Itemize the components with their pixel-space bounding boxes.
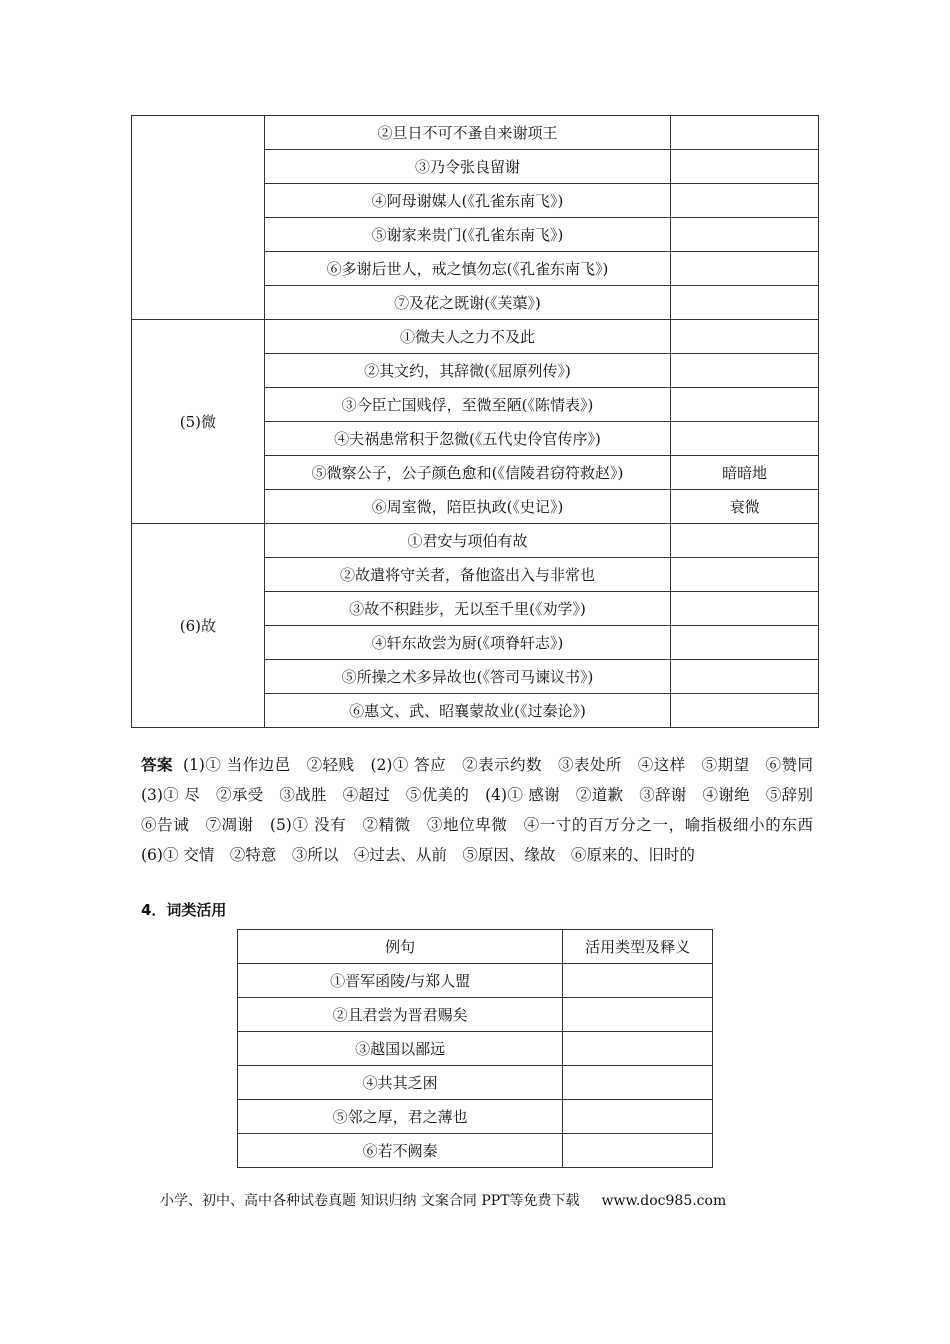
table-row — [238, 998, 713, 1032]
sentence-cell: ②其文约，其辞微(《屈原列传》) — [264, 354, 670, 388]
sentence-cell: ⑥多谢后世人，戒之慎勿忘(《孔雀东南飞》) — [264, 252, 670, 286]
sentence-cell: ⑤邻之厚，君之薄也 — [238, 1100, 563, 1134]
sentence-cell: ①微夫人之力不及此 — [264, 320, 670, 354]
table-row — [238, 964, 713, 998]
sentence-cell: ②且君尝为晋君赐矣 — [238, 998, 563, 1032]
section-heading: 4．词类活用 — [141, 901, 227, 919]
meaning-cell — [563, 964, 713, 998]
word-cell: (5)微 — [132, 320, 265, 524]
sentence-cell: ①晋军函陵/与郑人盟 — [238, 964, 563, 998]
meaning-cell — [671, 626, 819, 660]
sentence-cell: ⑤所操之术多异故也(《答司马谏议书》) — [264, 660, 670, 694]
meaning-cell — [671, 388, 819, 422]
word-class-table — [237, 929, 713, 1168]
meaning-cell — [671, 660, 819, 694]
sentence-cell: ③乃令张良留谢 — [264, 150, 670, 184]
sentence-cell: ③越国以鄙远 — [238, 1032, 563, 1066]
sentence-cell: ⑥若不阙秦 — [238, 1134, 563, 1168]
meaning-cell — [563, 998, 713, 1032]
answer-label: 答案 — [141, 756, 173, 774]
footer-url: www.doc985.com — [601, 1193, 727, 1209]
page-footer — [160, 1190, 820, 1210]
meaning-cell — [671, 218, 819, 252]
word-cell: (6)故 — [132, 524, 265, 728]
header-type: 活用类型及释义 — [563, 930, 713, 964]
sentence-cell: ④共其乏困 — [238, 1066, 563, 1100]
sentence-cell: ⑥周室微，陪臣执政(《史记》) — [264, 490, 670, 524]
meaning-cell: 暗暗地 — [671, 456, 819, 490]
table-row — [238, 1100, 713, 1134]
meaning-cell — [671, 320, 819, 354]
sentence-cell: ④夫祸患常积于忽微(《五代史伶官传序》) — [264, 422, 670, 456]
sentence-cell: ②故遣将守关者，备他盗出入与非常也 — [264, 558, 670, 592]
sentence-cell: ④阿母谢媒人(《孔雀东南飞》) — [264, 184, 670, 218]
meaning-cell — [671, 524, 819, 558]
sentence-cell: ⑥惠文、武、昭襄蒙故业(《过秦论》) — [264, 694, 670, 728]
answer-text: (1)① 当作边邑 ②轻贱 (2)① 答应 ②表示约数 ③表处所 ④这样 ⑤期望 ⑥赞同 (3)① 尽 ②承受 ③战胜 ④超过 ⑤优美的 (4)① 感谢 ②道歉 ③辞谢 ④谢绝 ⑤辞别 ⑥告诫 ⑦凋谢 (5)① 没有 ②精微 ③地位卑微 ④一寸的百万分之一，喻指极细小的东西 (6)① 交情 ②特意 ③所以 ④过去、从前 ⑤原因、缘故 ⑥原来的、旧时的 — [141, 756, 829, 864]
meaning-cell — [671, 252, 819, 286]
meaning-cell — [671, 286, 819, 320]
meaning-cell — [671, 184, 819, 218]
meaning-cell — [671, 592, 819, 626]
word-cell — [132, 116, 265, 320]
meaning-cell — [563, 1032, 713, 1066]
sentence-cell: ⑤微察公子，公子颜色愈和(《信陵君窃符救赵》) — [264, 456, 670, 490]
table-row — [132, 320, 819, 354]
meaning-cell — [671, 150, 819, 184]
sentence-cell: ⑦及花之既谢(《芙蕖》) — [264, 286, 670, 320]
word-meaning-table — [131, 115, 819, 728]
meaning-cell — [563, 1066, 713, 1100]
meaning-cell — [563, 1134, 713, 1168]
sentence-cell: ④轩东故尝为厨(《项脊轩志》) — [264, 626, 670, 660]
meaning-cell — [671, 558, 819, 592]
table-header-row — [238, 930, 713, 964]
meaning-cell — [671, 116, 819, 150]
meaning-cell — [671, 354, 819, 388]
sentence-cell: ③今臣亡国贱俘，至微至陋(《陈情表》) — [264, 388, 670, 422]
table-row — [238, 1066, 713, 1100]
meaning-cell — [671, 422, 819, 456]
table-row — [132, 116, 819, 150]
answer-block — [141, 750, 829, 870]
table-row — [132, 524, 819, 558]
footer-text: 小学、初中、高中各种试卷真题 知识归纳 文案合同 PPT等免费下载 — [160, 1193, 580, 1209]
table-row — [238, 1134, 713, 1168]
sentence-cell: ⑤谢家来贵门(《孔雀东南飞》) — [264, 218, 670, 252]
table-row — [238, 1032, 713, 1066]
meaning-cell — [563, 1100, 713, 1134]
meaning-cell: 衰微 — [671, 490, 819, 524]
sentence-cell: ①君安与项伯有故 — [264, 524, 670, 558]
sentence-cell: ②旦日不可不蚤自来谢项王 — [264, 116, 670, 150]
sentence-cell: ③故不积跬步，无以至千里(《劝学》) — [264, 592, 670, 626]
meaning-cell — [671, 694, 819, 728]
header-example: 例句 — [238, 930, 563, 964]
